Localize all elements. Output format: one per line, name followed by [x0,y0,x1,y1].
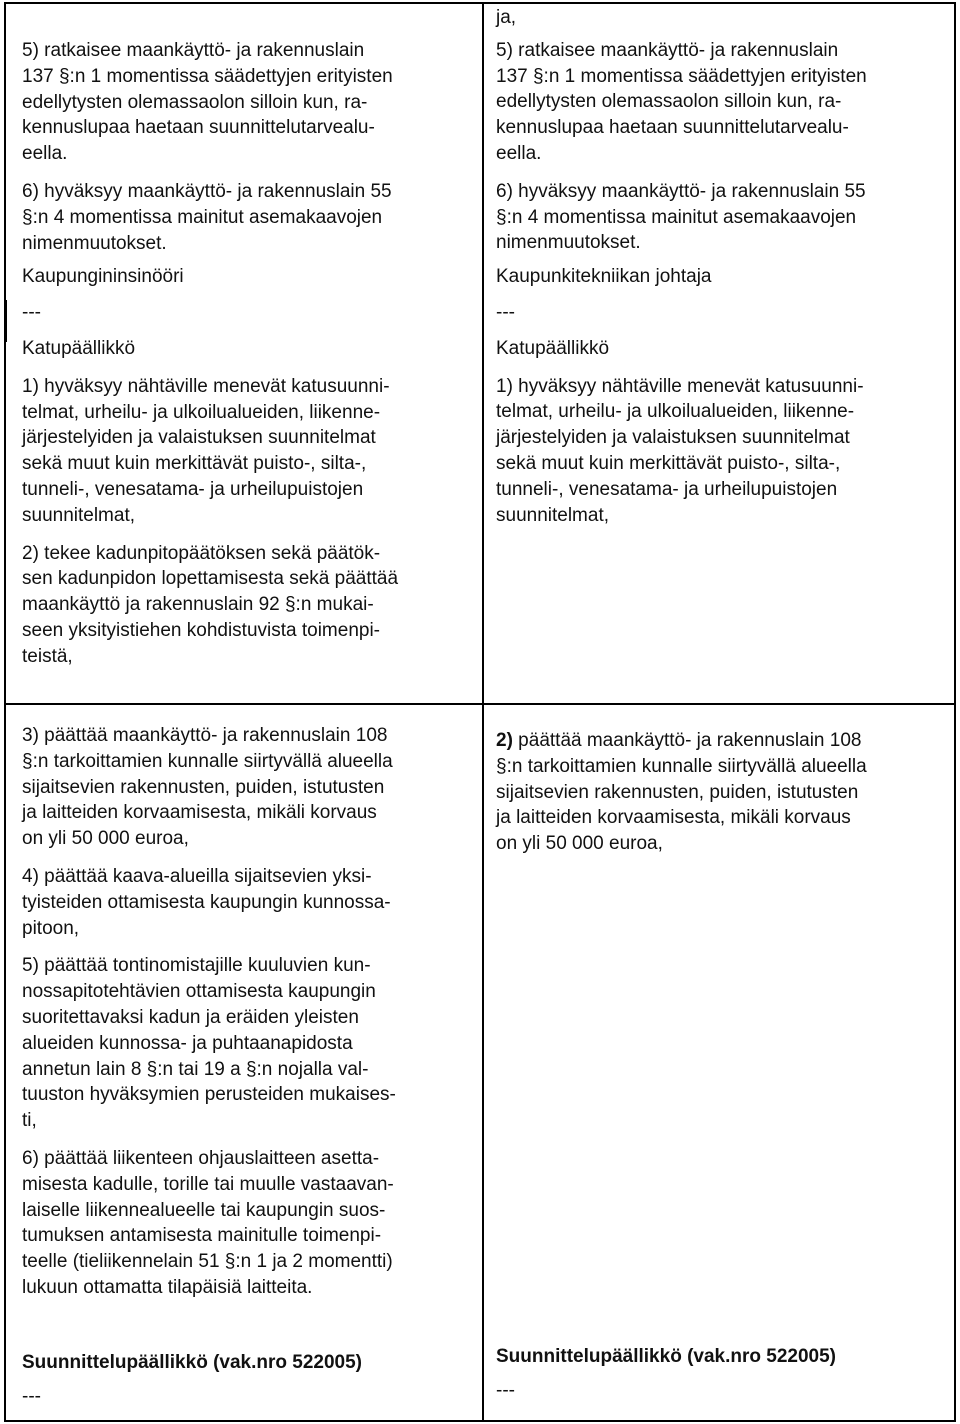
right-para-6: 6) hyväksyy maankäyttö- ja rakennuslain 55 §:n 4 momentissa mainitut asemakaavojen nimenmuutokset. [496,180,866,254]
table-left-border [4,2,6,1422]
left-top-cell [22,38,478,682]
table-row-divider [4,703,956,705]
left-item-5: 5) päättää tontinomistajille kuuluvien kun- nossapitotehtävien ottamisesta kaupungin suoritettavaksi kadun ja eräiden yleisten alueiden kunnossa- ja puhtaanapidosta annetun lain 8 §:n tai 19 a §:n nojalla val- tuuston hyväksymien perusteiden mukaises- ti, [22,955,396,1132]
left-heading-katupaallikko: Katupäällikkö [22,337,136,359]
right-item-1: 1) hyväksyy nähtäville menevät katusuunni- telmat, urheilu- ja ulkoilualueiden, liikenne- järjestelyiden ja valaistuksen suunnitelmat sekä muut kuin merkittävät puisto-, silta-, tunneli-, venesatama- ja urheilupuistojen suunnitelmat, [496,375,864,526]
table-right-border [954,2,956,1422]
left-heading-suunnittelupaallikko: Suunnittelupäällikkö (vak.nro 522005) [22,1352,362,1373]
right-top-cell [496,5,952,540]
left-bottom-footer [22,1350,478,1422]
table-top-border [4,2,956,4]
change-bar [6,300,7,342]
right-separator-2: --- [496,1379,515,1401]
left-bottom-cell [22,723,478,1313]
left-para-5: 5) ratkaisee maankäyttö- ja rakennuslain 137 §:n 1 momentissa säädettyjen erityisten edellytysten olemassaolon silloin kun, ra- kennuslupaa haetaan suunnittelutarvealu- eella. [22,40,393,165]
left-item-4: 4) päättää kaava-alueilla sijaitsevien yksi- tyisteiden ottamisesta kaupungin kunnossa- pitoon, [22,865,391,939]
left-separator-2: --- [22,1385,41,1407]
right-heading-suunnittelupaallikko: Suunnittelupäällikkö (vak.nro 522005) [496,1346,836,1367]
right-heading-katupaallikko: Katupäällikkö [496,337,610,359]
left-item-2: 2) tekee kadunpitopäätöksen sekä päätök- sen kadunpidon lopettamisesta sekä päättää maankäyttö ja rakennuslain 92 §:n mukai- seen yksityistiehen kohdistuvista toimenpi- teistä, [22,542,399,667]
right-item-2 [496,728,952,857]
right-item-2-number: 2) [496,730,513,751]
left-separator-1: --- [22,302,41,324]
right-lead-ja: ja, [496,7,517,28]
table-column-divider [482,2,484,1422]
left-para-6: 6) hyväksyy maankäyttö- ja rakennuslain 55 §:n 4 momentissa mainitut asemakaavojen nimenmuutokset. [22,180,392,254]
left-item-6: 6) päättää liikenteen ohjauslaitteen asetta- misesta kadulle, torille tai muulle vastaavan- laiselle liikennealueelle tai kaupungin suos- tumuksen antamisesta mainitulle toimenpi- teelle (tieliikennelain 51 §:n 1 ja 2 momentti) lukuun ottamatta tilapäisiä laitteita. [22,1147,394,1298]
right-heading-kaupunkitekniikan-johtaja: Kaupunkitekniikan johtaja [496,266,712,288]
right-bottom-footer [496,1344,952,1416]
left-heading-kaupungininsinoori: Kaupungininsinööri [22,266,184,288]
right-para-5: 5) ratkaisee maankäyttö- ja rakennuslain 137 §:n 1 momentissa säädettyjen erityisten edellytysten olemassaolon silloin kun, ra- kennuslupaa haetaan suunnittelutarvealu- eella. [496,39,867,164]
right-bottom-cell [496,728,952,869]
left-item-1: 1) hyväksyy nähtäville menevät katusuunni- telmat, urheilu- ja ulkoilualueiden, liikenne- järjestelyiden ja valaistuksen suunnitelmat sekä muut kuin merkittävät puisto-, silta-, tunneli-, venesatama- ja urheilupuistojen suunnitelmat, [22,375,390,526]
left-item-3: 3) päättää maankäyttö- ja rakennuslain 108 §:n tarkoittamien kunnalle siirtyvällä alueella sijaitsevien rakennusten, puiden, istutusten ja laitteiden korvaamisesta, mikäli korvaus on yli 50 000 euroa, [22,725,393,850]
right-item-2-text: päättää maankäyttö- ja rakennuslain 108 §:n tarkoittamien kunnalle siirtyvällä alueella sijaitsevien rakennusten, puiden, istutusten ja laitteiden korvaamisesta, mikäli korvaus on yli 50 000 euroa, [496,730,867,855]
right-separator-1: --- [496,301,515,323]
